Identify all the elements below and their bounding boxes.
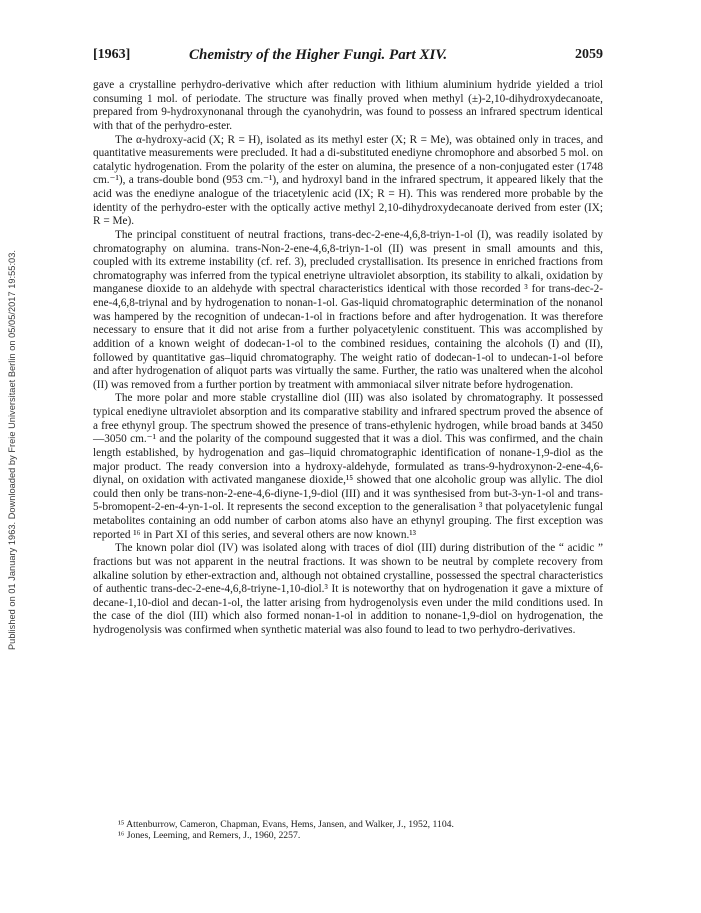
paragraph-4: The more polar and more stable crystalline diol (III) was also isolated by chromatography. It possessed typical enediyne ultraviolet absorption and its comparative stability and infrared spectrum proved the absence of a free ethynyl group. The spectrum showed the presence of trans-ethylenic hydrogen, while broad bands at 3450—3050 cm.⁻¹ and the polarity of the compound suggested that it was a diol. This was confirmed, and the chain length established, by hydrogenation and gas–liquid chromatographic identification of nonane-1,9-diol as the major product. The ready conversion into a hydroxy-aldehyde, formulated as trans-9-hydroxynon-2-ene-4,6-diynal, on oxidation with activated manganese dioxide,¹⁵ showed that one alcoholic group was allylic. The diol could then only be trans-non-2-ene-4,6-diyne-1,9-diol (III) and it was synthesised from but-3-yn-1-ol and trans-5-bromopent-2-en-4-yn-1-ol. It represents the second exception to the generalisation ³ that polyacetylenic fungal metabolites containing an odd number of carbon atoms also have an ethynyl grouping. The first exception was reported ¹⁶ in Part XI of this series, and several others are now known.¹³ [93,392,603,541]
header-title: Chemistry of the Higher Fungi. Part XIV. [189,47,448,63]
paragraph-1: gave a crystalline perhydro-derivative which after reduction with lithium aluminium hydride yielded a triol consuming 1 mol. of periodate. The structure was finally proved when methyl (±)-2,10-dihydroxydecanoate, prepared from 9-hydroxynonanal through the cyanohydrin, was found to possess an infrared spectrum identical with that of the perhydro-ester. [93,79,603,132]
header-year: [1963] [93,47,131,62]
footnote-16: ¹⁶ Jones, Leeming, and Remers, J., 1960, 2257. [118,830,301,842]
running-header [93,47,603,67]
paragraph-2: The α-hydroxy-acid (X; R = H), isolated as its methyl ester (X; R = Me), was obtained only in traces, and quantitative measurements were precluded. It had a di-substituted enediyne chromophore and absorbed 5 mol. on catalytic hydrogenation. From the polarity of the ester on alumina, the presence of a non-conjugated ester (1748 cm.⁻¹), a trans-double bond (953 cm.⁻¹), and hydroxyl band in the infrared spectrum, it appeared likely that the acid was the enediyne analogue of the triacetylenic acid (IX; R = H). This was rendered more probable by the identity of the perhydro-ester with the optically active methyl 2,10-dihydroxydecanoate derived from ester (IX; R = Me). [93,133,603,228]
paragraph-5: The known polar diol (IV) was isolated along with traces of diol (III) during distribution of the “ acidic ” fractions but was not apparent in the neutral fractions. It was shown to be neutral by complete recovery from alkaline solution by ether-extraction and, although not obtained crystalline, possessed the spectral characteristics of authentic trans-dec-2-ene-4,6,8-triyne-1,10-diol.³ It is noteworthy that on hydrogenation it gave a mixture of decane-1,10-diol and decan-1-ol, the latter arising from hydrogenolysis even under the mild conditions used. In the case of the diol (III) which also formed nonan-1-ol in addition to nonane-1,9-diol on hydrogenation, the hydrogenolysis was confirmed when synthetic material was also found to lead to two perhydro-derivatives. [93,542,603,636]
page-number: 2059 [575,47,603,62]
footnote-15: ¹⁵ Attenburrow, Cameron, Chapman, Evans, Hems, Jansen, and Walker, J., 1952, 1104. [118,819,454,830]
download-watermark [2,92,22,808]
download-watermark-text: Published on 01 January 1963. Downloaded by Freie Universitaet Berlin on 05/05/2017 19:55:03. [7,250,18,650]
paragraph-3: The principal constituent of neutral fractions, trans-dec-2-ene-4,6,8-triyn-1-ol (I), was readily isolated by chromatography on alumina. trans-Non-2-ene-4,6,8-triyn-1-ol (II) was present in small amounts and this, coupled with its extreme instability (cf. ref. 3), precluded crystallisation. Its presence in enriched fractions from chromatography was inferred from the typical enetriyne ultraviolet absorption, its stability to alkali, oxidation by manganese dioxide to an aldehyde with spectral characteristics identical with those recorded ³ for trans-dec-2-ene-4,6,8-triynal and by hydrogenation to nonan-1-ol. Gas-liquid chromatographic determination of the nonanol was hampered by the recognition of undecan-1-ol in fractions before and after hydrogenation. It was therefore necessary to ensure that it did not arise from a further polyacetylenic constituent. This was accomplished by addition of a known weight of dodecan-1-ol to the combined residues, containing the alcohols (I) and (II), followed by quantitative gas–liquid chromatography. The weight ratio of dodecan-1-ol to undecan-1-ol before and after hydrogenation of aliquot parts was virtually the same. Further, the ratio was unaltered when the alcohol (II) was removed from a further portion by treatment with ammoniacal silver nitrate before hydrogenation. [93,228,603,391]
footnotes [118,819,588,842]
article-body [93,79,603,638]
